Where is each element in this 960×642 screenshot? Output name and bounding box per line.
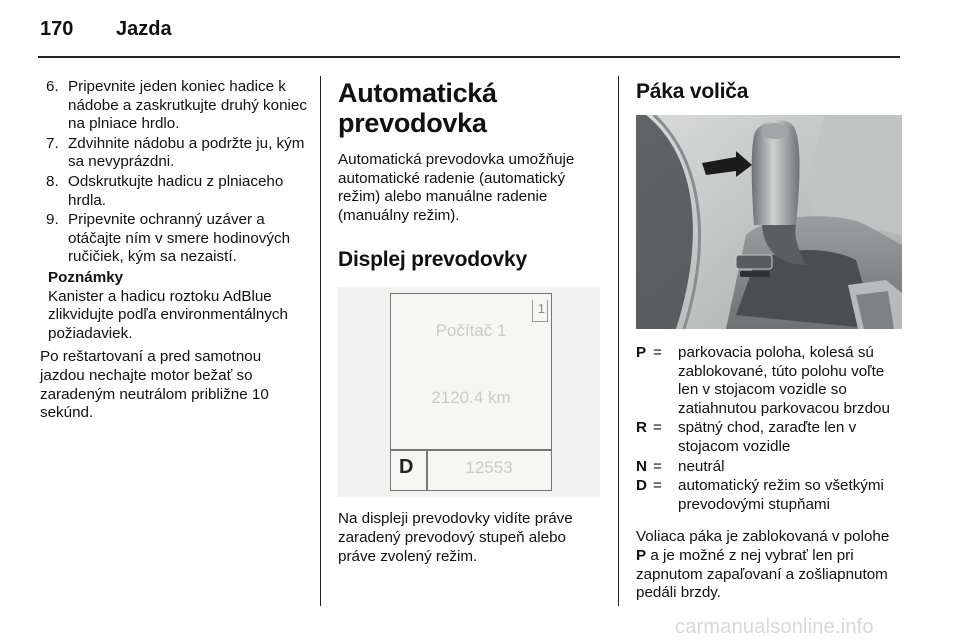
subsection-heading: Displej prevodovky xyxy=(338,248,527,272)
column-1 xyxy=(40,78,310,423)
note-block xyxy=(48,269,310,343)
list-item: 6. Pripevnite jeden koniec hadice k nádobe a zaskrutkujte druhý koniec na plniace hrdlo. xyxy=(46,78,307,133)
column-divider-2 xyxy=(618,76,619,606)
note-heading: Poznámky xyxy=(48,268,124,286)
section-heading-selector: Páka voliča xyxy=(636,80,749,103)
column-2 xyxy=(338,78,600,566)
restart-paragraph: Po reštartovaní a pred samotnou jazdou nechajte motor bežať so zaradeným neutrálom približne 10 sekúnd. xyxy=(40,348,269,422)
list-item: 8. Odskrutkujte hadicu z plniaceho hrdla. xyxy=(46,172,284,209)
definition-row-n: N = neutrál xyxy=(636,457,725,475)
section-heading: Automatická prevodovka xyxy=(338,78,497,138)
definition-row-d: D = automatický režim so všetkými prevodovými stupňami xyxy=(636,477,884,513)
watermark: carmanualsonline.info xyxy=(675,616,874,638)
page-number: 170 xyxy=(40,18,74,40)
note-text: Kanister a hadicu roztoku AdBlue zlikvidujte podľa environmentálnych požiadaviek. xyxy=(48,287,288,342)
page-title: Jazda xyxy=(116,18,172,40)
display-line-2: 2120.4 km xyxy=(431,388,511,408)
display-line-1: Počítač 1 xyxy=(435,321,507,341)
odometer-value: 12553 xyxy=(465,458,513,478)
steps-list xyxy=(40,78,310,267)
lock-paragraph: Voliaca páka je zablokovaná v polohe P a je možné z nej vybrať len pri zapnutom zapaľovaní a zošliapnutom pedáli brzdy. xyxy=(636,528,890,602)
display-screen xyxy=(390,293,552,491)
page-indicator: 1 xyxy=(537,301,545,317)
header-rule xyxy=(38,56,900,58)
display-divider xyxy=(391,449,551,451)
page-header xyxy=(40,18,172,41)
list-item: 9. Pripevnite ochranný uzáver a otáčajte ním v smere hodinových ručičiek, kým sa nezaistí. xyxy=(46,211,291,266)
selector-positions-list xyxy=(636,344,902,514)
column-divider-1 xyxy=(320,76,321,606)
selector-lever-photo xyxy=(636,115,902,329)
list-item: 7. Zdvihnite nádobu a podržte ju, kým sa nevyprázdni. xyxy=(46,134,305,171)
display-caption: Na displeji prevodovky vidíte práve zaradený prevodový stupeň alebo práve zvolený režim. xyxy=(338,510,573,565)
definition-row-p: P = parkovacia poloha, kolesá sú zablokované, túto polohu voľte len v stojacom vozidle so zatiahnutou parkovacou brzdou xyxy=(636,344,890,417)
transmission-display-illustration xyxy=(338,287,600,497)
definition-row-r: R = spätný chod, zaraďte len v stojacom vozidle xyxy=(636,419,857,455)
column-3 xyxy=(636,78,902,618)
intro-paragraph: Automatická prevodovka umožňuje automatické radenie (automatický režim) alebo manuálne radenie (manuálny režim). xyxy=(338,151,575,224)
gear-indicator: D xyxy=(399,456,414,479)
